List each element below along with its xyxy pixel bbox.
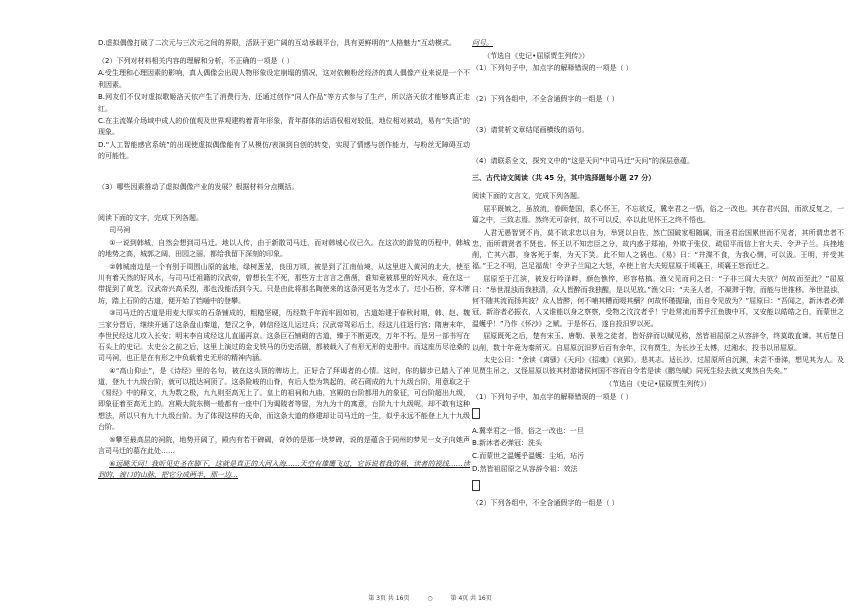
classical-q1-option-b: B.新沐者必弹冠：洗头 [472,439,543,448]
left-page-number: 第 3页 共 16页 [368,595,410,602]
question-2-option-a: A.受生理和心理因素的影响，真人偶像会出现人物形象设定崩塌的情况，这对依赖粉丝经济的真人偶像产业来说是一个不利因素。 [98,69,470,89]
question-2: （2）下列对材料相关内容的理解和分析，不正确的一项是（ ） [98,56,294,65]
section-3-heading: 三、古代诗文阅读（共 45 分，其中选择题每小题 27 分） [472,174,656,183]
paragraph-end: 问号。 [472,39,493,47]
classical-paragraph-b: 人君无愚智贤不肖，莫不欲求忠以自为，举贤以自佐，然亡国破家相随属，而圣君治国累世而不见者，其所谓忠者不忠，而所谓贤者不贤也。怀王以不知忠臣之分，故内惑于郑袖，外欺于张仪，疏屈平而信上官大夫、令尹子兰。兵挫地削，亡其六郡，身客死于秦，为天下笑。此不知人之祸也。《易》曰：“井渫不食，为我心恻，可以汲。王明，并受其福。”王之不明，岂足福哉！令尹子兰闻之大怒，卒使上官大夫短屈原于顷襄王，顷襄王怒而迁之。 [472,228,844,271]
answer-box-2 [472,480,480,491]
classical-q1-option-a: A.冀幸君之一悟，俗之一改也：一旦 [472,426,584,435]
paragraph-3: ③司马迁的古道是用麦大厚实的石条铺成的，粗糙坚硬，历经数千年而牢固如初，古道始建于春秋时期，韩、赵、魏三家分晋后，继续开通了这条盘山秦道，楚汉之争，韩信经这儿运过兵；汉武帝驾彩后土，经这儿往返行宫；隋唐末年，李世民经这儿攻入长安；明末李自成经这儿直逼再京。这条巨石铺砌的古道，臻于不断更改，万年不朽。是另一部书写在石头上的史记。太史公之前之后，这里上演过的金戈铁马的历史活剧，都被载入了有形无形的史册中。而这座历尽沧桑的司马祠，也正是在有形之中负载着史无形的精神内涵。 [98,309,470,363]
reading-question-4: （4）请联系全文，探究文中的“这是天问”中司马迁“天问”的深层意蕴。 [472,156,694,165]
page-footer [0,593,860,602]
article-title: 司马祠 [109,226,131,235]
question-2-option-c: C.在主流媒介场域中成人的价值观及世界观建构着青年形象，青年群体的话语权相对较低，地位相对被动，易有“失语”的现象。 [98,117,470,137]
classical-q1-option-d: D.然皆祖屈原之从容辞令祖：效法 [472,464,578,473]
right-column [472,38,844,511]
classical-question-1: （1）下列句子中，加点字的解释错误的一项是（ ） [472,392,633,401]
classical-q1-option-c: C.而蒙世之温蠖乎温蠖：尘垢，玷污 [472,452,585,461]
left-column [98,38,470,482]
classical-paragraph-d: 屈原既死之后，楚有宋玉、唐勒、景差之徒者，皆好辞而以赋见称，然皆祖屈原之从容辞令，终莫敢直谏。其后楚日以削，数十年竟为秦所灭。自屈原沉汨罗后百有余年，汉有贾生，为长沙王太傅，过湘水，投书以吊屈原。 [472,332,844,352]
question-2-option-b: B.网友们不仅对虚拟歌姬洛天依产生了消费行为，还通过创作“同人作品”等方式参与了生产，所以洛天依才能够真正走红。 [98,93,470,113]
paragraph-6: ⑥远眺天问！我昕见史圣在脚下，这就是真正的大河入海……天空有雄鹰飞过，它诉说着我的墓，读者的视线……读到的，渡口的山脉，把它分成两半，那一边… [98,459,470,479]
option-d-text: D.虚拟偶像打破了二次元与三次元之间的界限，活跃于更广阔的互动承载平台，具有更鲜明的“人格魅力”互动模式。 [98,39,456,47]
classical-paragraph-e: 太史公曰：“余读《离骚》《天问》《招魂》《哀郢》，悲其志。适长沙，过屈原所自沉渊，未尝不垂涕，想见其为人。及见贾生吊之，又怪屈原以彼其材游诸侯何国不容而自令若是读《鹏鸟赋》同死生轻去就又爽然自失矣。” [472,356,844,376]
classical-source: （节选自《史记•屈原贾生列传》） [605,380,711,389]
classical-reading-intro: 阅读下面的文言文，完成下列各题。 [472,191,584,200]
reading-question-3: （3）请赏析文章结尾画横线的语句。 [472,125,589,134]
article-source: （节选自《史记•屈原贾生列传》） [483,51,589,60]
paragraph-2: ②韩城南边是一个有别于周围山原的盆地，绿树葱茏，良田万顷，被是到了江南仙境，从这里进入黄河的北大，使至川有着天然的好风水，与司马迁祖籍的汉武帝，曾想长生不死，那些方士言言之凿凿，谁知竟被那里的好风水，竟在这一带捉到了黄芝。汉武帝兴高采烈，那也没能活到今天。只是由此将那名陶使来的这条河更名为芝水了。过小石桥，穿木牌坊，踏上石阶的古道，便开始了铛嗵中的登攀。 [98,263,470,305]
question-3: （3）哪些因素推动了虚拟偶像产业的发展？根据材料分点概括。 [98,183,299,192]
classical-paragraph-c: 屈原至于江滨，被发行吟泽畔，颜色憔悴，形容枯槁。渔父见而问之曰：“子非三闾大夫欤？何故而至此？”屈原曰：“举世混浊而我独清，众人皆醉而我独醒，是以见放。”渔父曰：“夫圣人者，不凝滞于物，而能与世推移。举世混浊，何不随其流而扬其波？众人皆醉，何不哺其糟而啜其醨？何故怀瑾握瑜，而自令见放为？”屈原曰：“吾闻之，新沐者必弹冠，新浴者必振衣，人又谁能以身之察察，受物之汶汶者乎！宁赴常流而葬乎江鱼腹中耳，又安能以皓皓之白，而蒙世之温蠖乎！”乃作《怀沙》之赋。于是怀石，遂自投汨罗以死。 [472,274,844,328]
answer-box [472,408,480,419]
paragraph-5: ⑤攀至最高层的祠院，地势开阔了，殿内有若干碑碣，奇妙的是那一块梦碑，说的是蕴含于同州的梦见一女子向她声言司马迁的墓在此处…… [98,435,470,455]
paragraph-1: ①一说到韩城，自然会想到司马迁。地以人传，由于新散司马迁，而对韩城心仪已久。在这次的游览的历程中，韩城的地势之高，城郭之阔，田园之丽，都给我留下深刻的印象。 [98,239,470,259]
classical-paragraph-a: 屈平既嫉之，虽放流，眷顾楚国，系心怀王，不忘欲反，冀幸君之一悟，俗之一改也。其存君兴国，而欲反复之，一篇之中，三致志焉。然终无可奈何，故不可以反，卒以此见怀王之终不悟也。 [472,204,844,224]
right-page-number: 第 4页 共 16页 [450,595,492,602]
reading-question-2: （2）下列各组中，不全含通假字的一组是（ ） [472,95,619,104]
question-2-option-d: D.“人工智能感官系统”的出现使虚拟偶像能有了从模仿/表演到自创的转变，实现了情感与创作能力，与粉丝无障碍互动的可能性。 [98,141,470,161]
reading-question-1: （1）下列句子中，加点字的解释错误的一项是（ ） [472,64,633,73]
paragraph-4: ④“高山仰止”，是《诗经》里的名句，被在这头顶的牌坊上，正好合了拜谒者的心情。这时，你的脚步已踏入了神道，登九十九级台阶，就可以抵达祠顶了。这条险峻的山脊，有后人垫为筑起的，砖石砌成的九十九级台阶，用意取之于《易经》中的释文，九为数之极，九九则至高无上了。皇上的祖祠和九庙，宫殿的台阶都用九的象征，可台阶超出九级，即象征着至高无上的。宫殿大院东侧一般都有一座中门为谒陵者等留，为九为十的寓意，台阶九十九级呢，却不敢有这种想法，所以只有九十九级台阶。为了体现这样的天命，而这条大道的修建却让司马迁的一生，似乎永远不能登上九十九级台阶。 [98,366,470,431]
classical-question-2: （2）下列各组中，不全含通假字的一组是（ ） [472,498,619,507]
reading-intro: 阅读下面的文字，完成下列各题。 [98,213,203,222]
binding-mark: ○ [427,595,433,602]
